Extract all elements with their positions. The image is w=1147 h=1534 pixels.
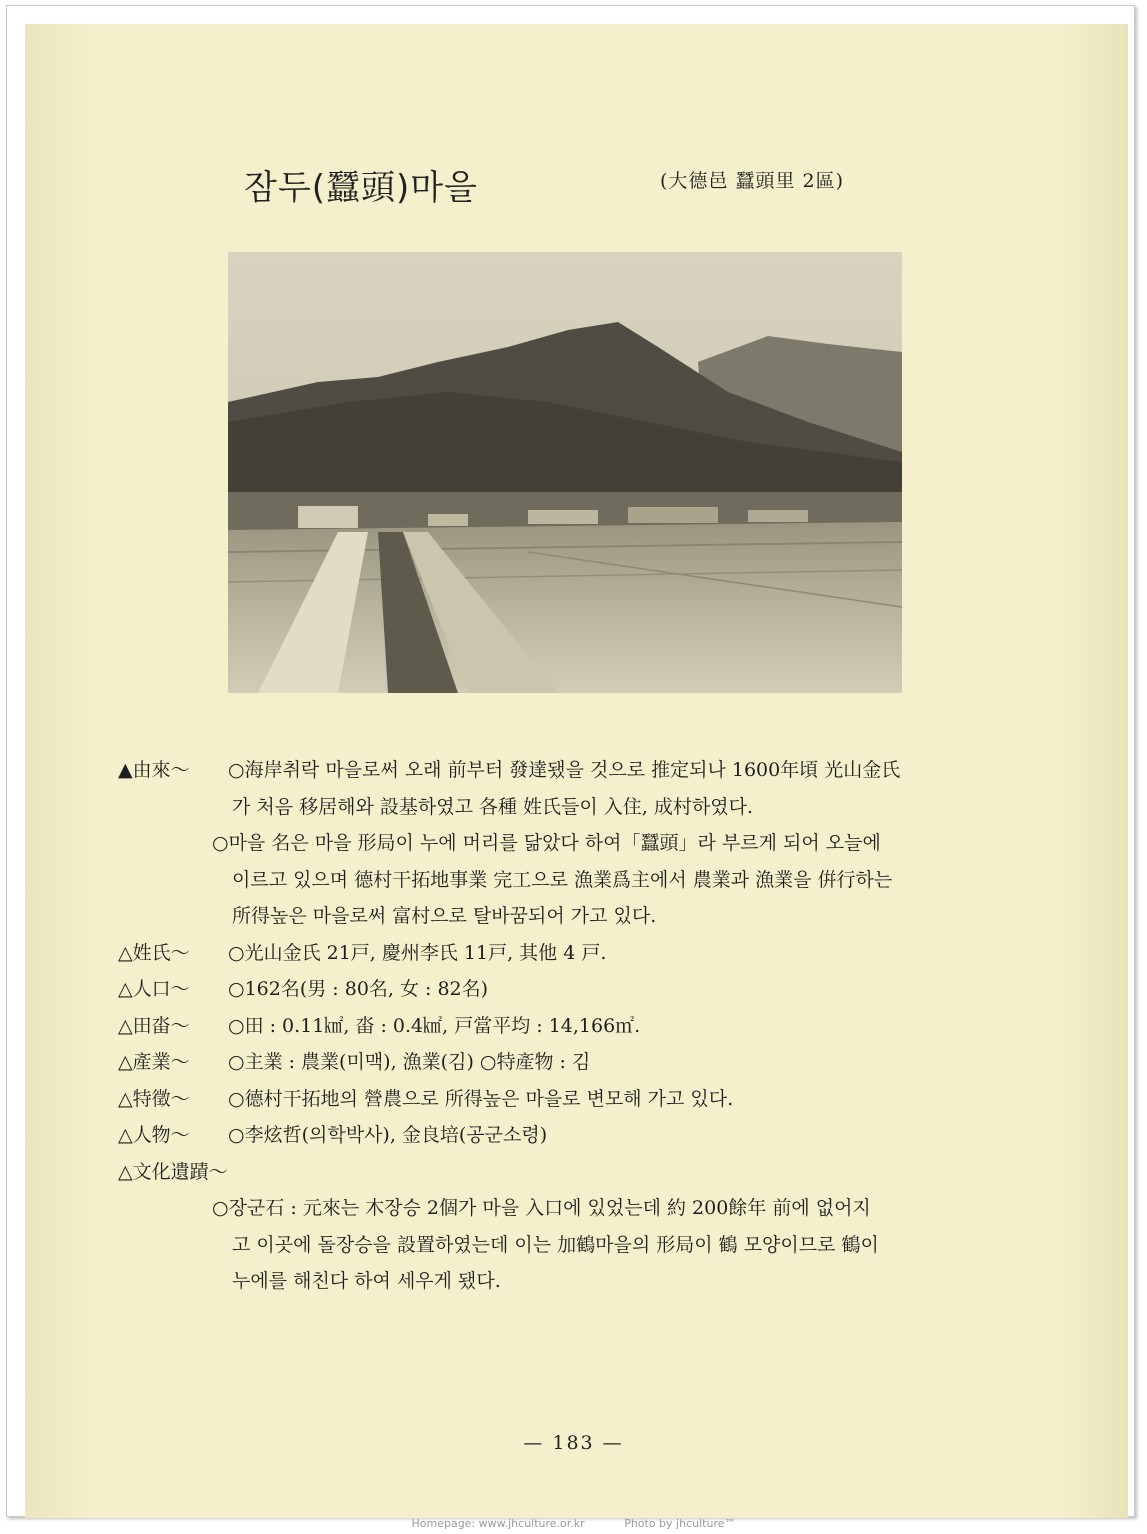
people-label: △人物～ (118, 1124, 190, 1146)
village-photo (228, 252, 902, 693)
origin-line-2: 가 처음 移居해와 設基하였고 各種 姓氏들이 入住, 成村하였다. (232, 795, 753, 818)
entry-origin (118, 752, 1038, 789)
entry-population (118, 971, 1038, 1008)
page-title: 잠두(蠶頭)마을 (244, 168, 478, 208)
footer-photo-credit: Photo by jhculture™ (624, 1517, 736, 1530)
heritage-line-1: ○장군石 : 元來는 木장승 2個가 마을 入口에 있었는데 約 200餘年 前에 없어지 (212, 1197, 871, 1219)
page-subtitle: (大德邑 蠶頭里 2區) (660, 170, 844, 192)
industry-label: △產業～ (118, 1051, 190, 1073)
surnames-label: △姓氏～ (118, 941, 190, 964)
origin-line-4: 이르고 있으며 德村干拓地事業 完工으로 漁業爲主에서 農業과 漁業을 倂行하는 (232, 868, 893, 891)
surnames-text: ○光山金氏 21戸, 慶州李氏 11戸, 其他 4 戸. (228, 941, 607, 964)
features-label: △特徵～ (118, 1087, 190, 1110)
entry-people (118, 1117, 1038, 1154)
population-text: ○162名(男 : 80名, 女 : 82名) (228, 978, 489, 1000)
heritage-label: △文化遺蹟～ (118, 1160, 228, 1183)
heritage-line-3: 누에를 해친다 하여 세우게 됐다. (232, 1270, 501, 1292)
farmland-label: △田畓～ (118, 1014, 190, 1037)
entry-heritage (118, 1154, 1038, 1191)
features-text: ○德村干拓地의 營農으로 所得높은 마을로 변모해 가고 있다. (228, 1087, 734, 1110)
people-text: ○李炫哲(의학박사), 金良培(공군소령) (228, 1124, 548, 1146)
origin-label: ▲由來～ (118, 759, 190, 781)
farmland-text: ○田 : 0.11㎢, 畓 : 0.4㎢, 戸當平均 : 14,166㎡. (228, 1014, 641, 1037)
entry-industry (118, 1044, 1038, 1081)
page-number: — 183 — (523, 1432, 624, 1454)
footer (0, 1517, 1147, 1530)
entry-features (118, 1081, 1038, 1118)
origin-line-5: 所得높은 마을로써 富村으로 탈바꿈되어 가고 있다. (232, 905, 657, 927)
heritage-line-2: 고 이곳에 돌장승을 設置하였는데 이는 加鶴마을의 形局이 鶴 모양이므로 鶴이 (232, 1233, 879, 1256)
entry-farmland (118, 1008, 1038, 1045)
industry-text: ○主業 : 農業(미맥), 漁業(김) ○特產物 : 김 (228, 1051, 591, 1073)
entry-surnames (118, 935, 1038, 972)
origin-line-3: ○마을 名은 마을 形局이 누에 머리를 닮았다 하여「蠶頭」라 부르게 되어 오늘에 (212, 832, 881, 854)
village-info (118, 752, 1038, 1300)
village-landscape-image (228, 252, 902, 693)
population-label: △人口～ (118, 978, 190, 1000)
footer-homepage[interactable]: Homepage: www.jhculture.or.kr (411, 1517, 585, 1530)
origin-line-1: ○海岸취락 마을로써 오래 前부터 發達됐을 것으로 推定되나 1600年頃 光山金氏 (228, 759, 901, 781)
